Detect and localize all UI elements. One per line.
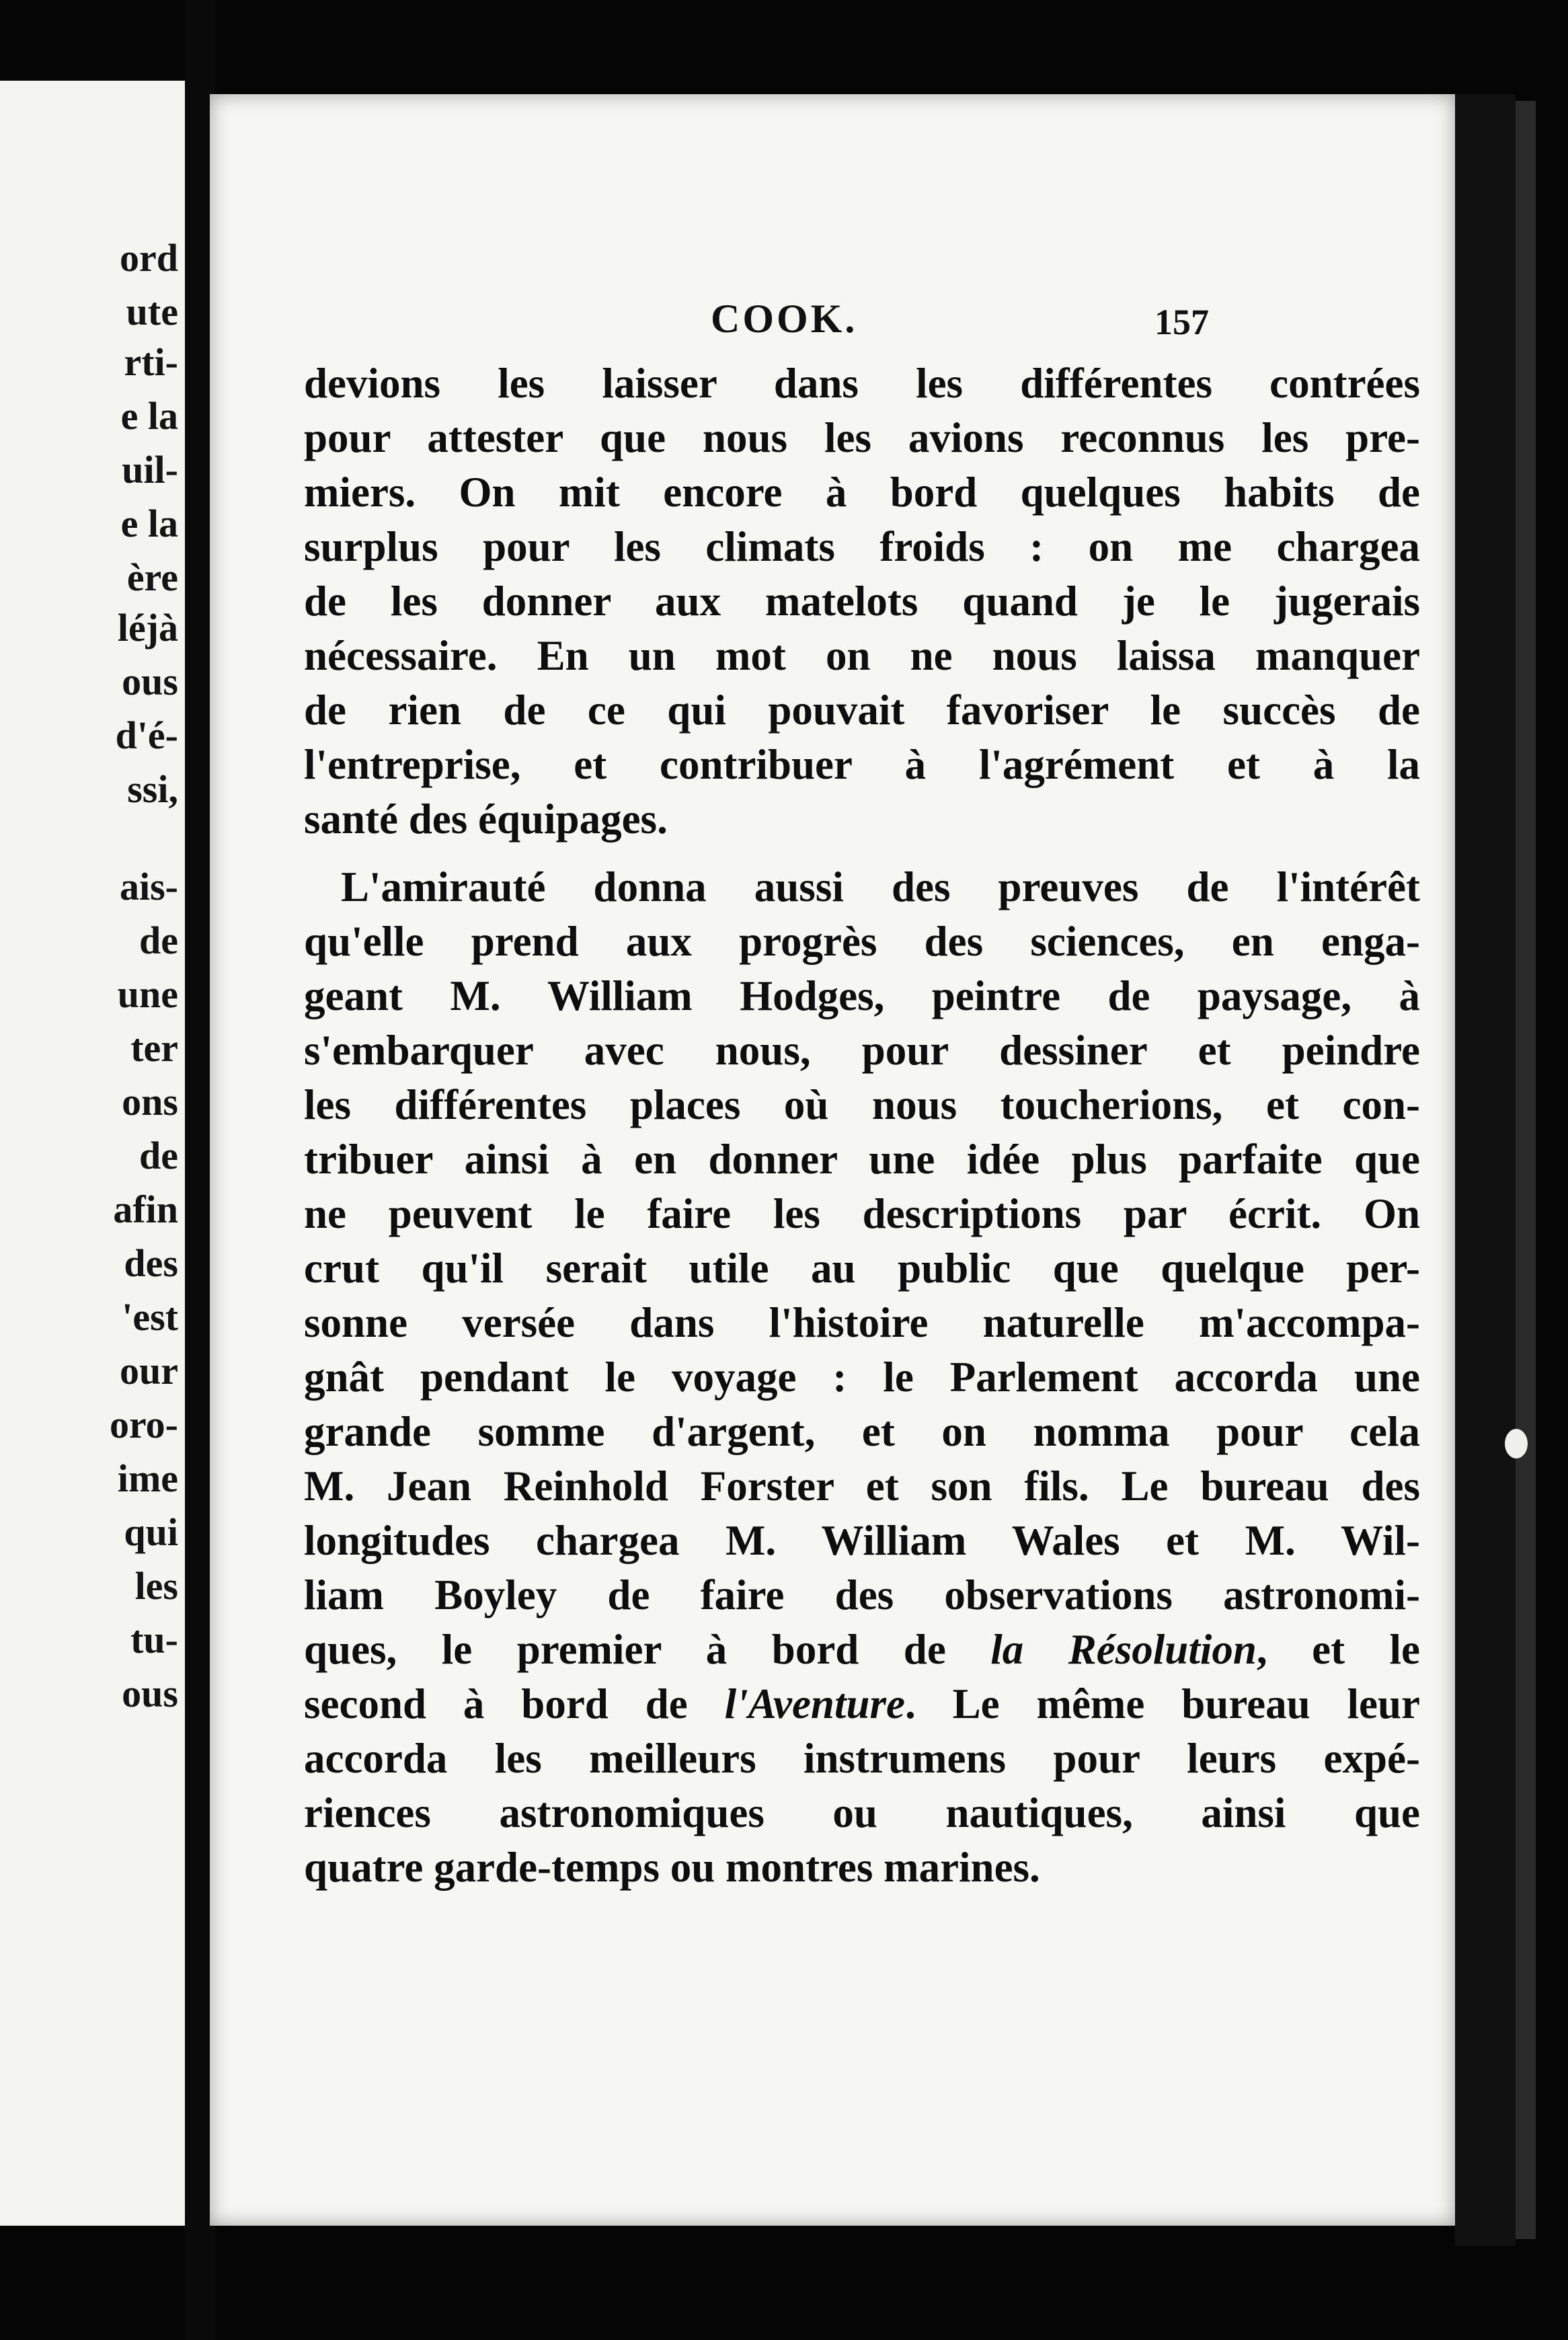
book-edge-strip [1516,101,1536,2239]
text-line: nécessaire. En un mot on ne nous laissa manquer [304,632,1420,679]
left-page-fragment: de [139,919,178,962]
body-text [304,356,1420,1895]
left-page-fragment: qui [124,1510,178,1554]
left-page-fragment: oro- [109,1403,178,1446]
ship-name-resolution: la Résolution [990,1626,1257,1673]
left-page-fragment: 'est [122,1295,178,1339]
left-page-fragment: e la [120,502,178,545]
left-page-fragment: léjà [117,606,178,650]
left-page [0,81,185,2226]
text-line: surplus pour les climats froids : on me chargea [304,523,1420,570]
ship-name-aventure: l'Aventure [724,1680,905,1727]
left-page-fragment: des [124,1241,178,1285]
book-page [210,94,1455,2226]
text-line: geant M. William Hodges, peintre de paysage, à [304,972,1420,1019]
text-line: qu'elle prend aux progrès des sciences, en enga- [304,918,1420,965]
left-page-fragment: ter [130,1026,178,1070]
text-line: l'entreprise, et contribuer à l'agrément et à la [304,741,1420,788]
text-line: ques, le premier à bord de la Résolution, et le [304,1626,1420,1673]
text-line: quatre garde-temps ou montres marines. [304,1844,1040,1891]
left-page-fragment: ais- [120,865,178,908]
left-page-fragment: ous [122,1672,178,1715]
text-line: ne peuvent le faire les descriptions par écrit. On [304,1190,1420,1237]
text-line: liam Boyley de faire des observations astronomi- [304,1571,1420,1618]
left-page-fragment: rti- [124,340,178,384]
left-page-fragment: e la [120,394,178,438]
text-line: de les donner aux matelots quand je le jugerais [304,578,1420,625]
left-page-fragment: ère [126,555,178,599]
text-line: santé des équipages. [304,795,668,843]
left-page-fragment: ons [122,1080,178,1124]
left-page-fragment: ous [122,660,178,703]
left-page-fragment: de [139,1134,178,1177]
left-page-fragment: our [120,1349,178,1393]
left-page-fragment: une [117,972,178,1016]
left-page-fragment: ord [120,236,178,280]
text-line: de rien de ce qui pouvait favoriser le succès de [304,687,1420,734]
text-line: gnât pendant le voyage : le Parlement accorda une [304,1354,1420,1401]
text-line: tribuer ainsi à en donner une idée plus parfaite que [304,1136,1420,1183]
left-page-fragment: ssi, [127,767,178,811]
left-page-fragment: les [134,1564,178,1608]
text-line: les différentes places où nous toucherions, et con- [304,1081,1420,1128]
text-line: longitudes chargea M. William Wales et M. Wil- [304,1517,1420,1564]
text-line: sonne versée dans l'histoire naturelle m'accompa- [304,1299,1420,1346]
dust-speck [1505,1429,1528,1458]
text-line: crut qu'il serait utile au public que quelque per- [304,1245,1420,1292]
page-number: 157 [1154,302,1209,342]
left-page-fragment: tu- [130,1618,178,1662]
text-line: devions les laisser dans les différentes contrées [304,360,1420,407]
page-header [210,296,1455,350]
text-line: grande somme d'argent, et on nomma pour cela [304,1408,1420,1455]
left-page-fragment: afin [113,1187,178,1231]
text-line: riences astronomiques ou nautiques, ainsi que [304,1789,1420,1836]
text-line: s'embarquer avec nous, pour dessiner et peindre [304,1027,1420,1074]
left-page-fragment: uil- [122,448,178,492]
running-head: COOK. [711,297,858,341]
text-line: pour attester que nous les avions reconnus les pre- [304,414,1420,461]
text-line: L'amirauté donna aussi des preuves de l'intérêt [341,863,1420,910]
left-page-fragment: d'é- [115,713,178,757]
left-page-fragment: ime [117,1456,178,1500]
book-edge [1455,94,1516,2246]
text-line: accorda les meilleurs instrumens pour leurs expé- [304,1735,1420,1782]
left-page-fragment: ute [126,290,178,334]
text-line: second à bord de l'Aventure. Le même bureau leur [304,1680,1421,1727]
text-line: miers. On mit encore à bord quelques habits de [304,469,1420,516]
text-line: M. Jean Reinhold Forster et son fils. Le bureau des [304,1462,1420,1510]
